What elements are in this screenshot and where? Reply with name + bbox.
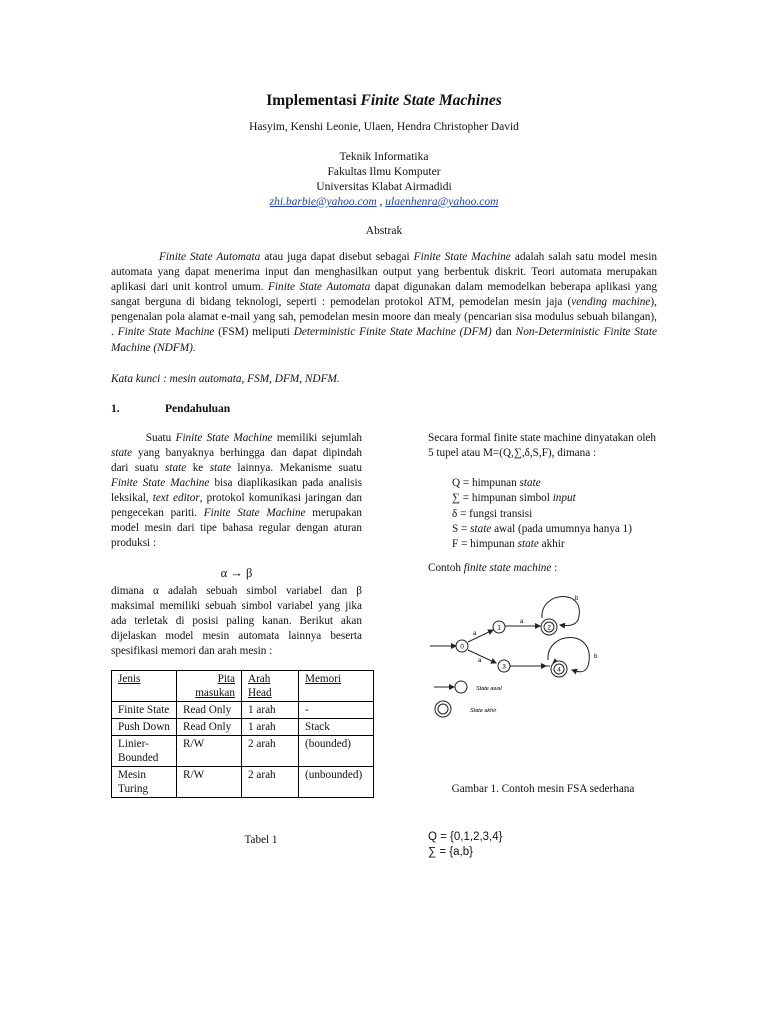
production-rule: α → β: [220, 566, 253, 580]
email-separator: ,: [376, 196, 386, 208]
fsm-diagram: [428, 580, 598, 725]
formal-text: Secara formal finite state machine dinyatakan oleh 5 tupel atau M=(Q,∑,δ,S,F), dimana :: [428, 432, 656, 459]
section-heading: [111, 403, 230, 415]
tuple-item: ∑ = himpunan simbol input: [452, 492, 576, 505]
table-cell: (unbounded): [299, 767, 374, 798]
table-cell: Finite State: [112, 702, 177, 719]
table-row: [112, 767, 374, 798]
table-cell: 2 arah: [242, 736, 299, 767]
legend-start-label: State awal: [476, 686, 502, 692]
spec-table: [111, 670, 374, 798]
title-prefix: Implementasi: [266, 92, 361, 109]
intro-paragraph: [111, 431, 365, 551]
table-cell: Linier-Bounded: [112, 736, 177, 767]
state-label: 3: [502, 663, 506, 671]
intro-text: Suatu Finite State Machine memiliki sejumlah state yang banyaknya berhingga dan dapat dipindah dari suatu state ke state lainnya. Mekanisme suatu Finite State Machine bisa diaplikasikan pada analisis leksikal, text editor, protokol komunikasi jaringan dan pengecekan pariti. Finite State Machine merupakan model mesin dari tipe bahasa regular dengan aturan produksi :: [111, 432, 365, 549]
table-cell: Read Only: [177, 702, 242, 719]
edge-label: b: [594, 654, 598, 660]
legend-final-label: State akhir: [470, 708, 497, 714]
table-cell: -: [299, 702, 374, 719]
table-row: [112, 719, 374, 736]
table-cell: Stack: [299, 719, 374, 736]
affiliation-university: Universitas Klabat Airmadidi: [316, 181, 452, 193]
affiliation-dept: Teknik Informatika: [339, 151, 429, 163]
edge-label: a: [473, 631, 477, 637]
keywords: Kata kunci : mesin automata, FSM, DFM, NDFM.: [111, 373, 340, 385]
formal-definition: [428, 431, 656, 461]
table-row: [112, 736, 374, 767]
table-cell: Push Down: [112, 719, 177, 736]
table-header-row: [112, 671, 374, 702]
table-cell: 1 arah: [242, 702, 299, 719]
edge-0-1: [468, 630, 493, 642]
where-paragraph: [111, 584, 362, 659]
email-link-2[interactable]: ulaenhenra@yahoo.com: [385, 196, 499, 208]
state-label: 1: [497, 624, 501, 632]
tuple-item: F = himpunan state akhir: [452, 538, 565, 551]
abstract-heading: Abstrak: [365, 225, 403, 237]
section-number: 1.: [111, 403, 120, 415]
table-caption: Tabel 1: [244, 834, 278, 846]
affiliation-faculty: Fakultas Ilmu Komputer: [327, 166, 441, 178]
emails: [0, 196, 768, 208]
table-cell: Mesin Turing: [112, 767, 177, 798]
authors: Hasyim, Kenshi Leonie, Ulaen, Hendra Christopher David: [249, 121, 519, 133]
tuple-item: δ = fungsi transisi: [452, 507, 533, 520]
table-cell: 1 arah: [242, 719, 299, 736]
table-header-cell: Pita masukan: [177, 671, 242, 702]
section-title: Pendahuluan: [165, 403, 231, 415]
edge-0-3: [468, 650, 496, 663]
table-header-cell: Jenis: [112, 671, 177, 702]
edge-label: b: [575, 596, 579, 602]
example-heading: Contoh finite state machine :: [428, 562, 558, 574]
table-row: [112, 702, 374, 719]
edge-label: a: [520, 619, 524, 625]
set-sigma: ∑ = {a,b}: [428, 846, 473, 858]
table-header-cell: Arah Head: [242, 671, 299, 702]
abstract-body: [111, 250, 657, 356]
title-italic: Finite State Machines: [360, 92, 502, 109]
table-cell: 2 arah: [242, 767, 299, 798]
table-cell: (bounded): [299, 736, 374, 767]
state-label: 2: [547, 624, 551, 632]
state-label: 4: [557, 666, 561, 674]
table-cell: Read Only: [177, 719, 242, 736]
abstract-paragraph: Finite State Automata atau juga dapat disebut sebagai Finite State Machine adalah salah satu model mesin automata yang dapat menerima input dan menghasilkan output yang berbentuk diskrit. Teori automata merupakan aplikasi dari unit kontrol umum. Finite State Automata dapat digunakan dalam memodelkan beberapa aplikasi yang sangat berguna di bidang teknologi, seperti : pemodelan protokol ATM, pemodelan mesin jaja (vending machine), pengenalan pola alamat e-mail yang sah, pemodelan mesin moore dan mealy (pencarian sisa modulus sebuah bilangan), . Finite State Machine (FSM) meliputi Deterministic Finite State Machine (DFM) dan Non-Deterministic Finite State Machine (NDFM).: [111, 251, 658, 354]
figure-caption: Gambar 1. Contoh mesin FSA sederhana: [451, 783, 635, 795]
paper-title: [0, 92, 768, 110]
table-cell: R/W: [177, 736, 242, 767]
tuple-item: Q = himpunan state: [452, 477, 541, 489]
tuple-list: [452, 476, 632, 552]
legend-final-state: [438, 704, 448, 714]
set-q: Q = {0,1,2,3,4}: [428, 831, 503, 843]
tuple-item: S = state awal (pada umumnya hanya 1): [452, 522, 633, 535]
table-header-cell: Memori: [299, 671, 374, 702]
edge-label: a: [478, 658, 482, 664]
legend-start-state: [455, 681, 467, 693]
email-link-1[interactable]: zhi.barbie@yahoo.com: [269, 196, 377, 208]
where-text: dimana α adalah sebuah simbol variabel dan β maksimal memiliki sebuah simbol variabel yang jika ada terletak di posisi paling kanan. Berikut akan dijelaskan model mesin automata lainnya beserta spesifikasi memori dan arah mesin :: [111, 585, 362, 657]
table-cell: R/W: [177, 767, 242, 798]
state-label: 0: [460, 643, 464, 651]
